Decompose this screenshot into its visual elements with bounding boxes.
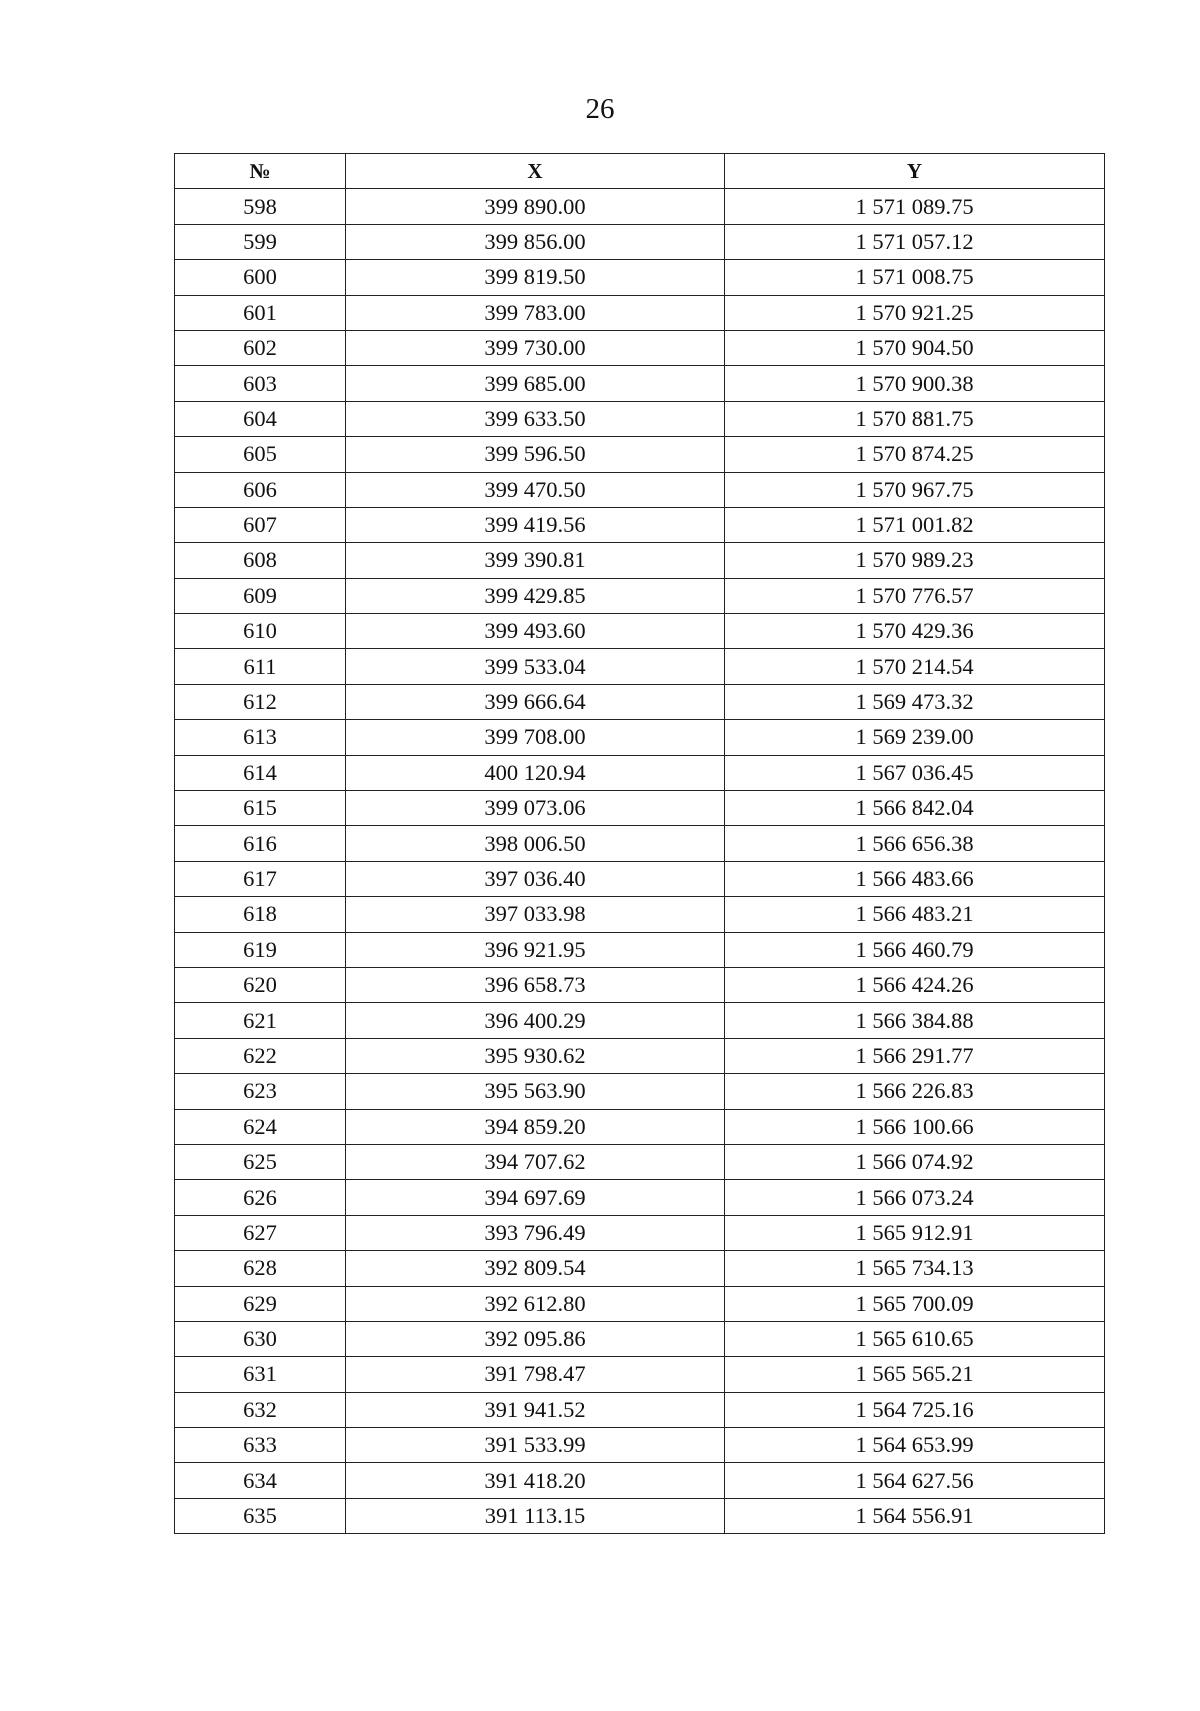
x-coordinate-cell: 399 596.50 [346, 437, 725, 472]
x-coordinate-cell: 399 493.60 [346, 614, 725, 649]
x-coordinate-cell: 394 697.69 [346, 1180, 725, 1215]
point-number-cell: 631 [175, 1357, 346, 1392]
point-number-cell: 630 [175, 1321, 346, 1356]
point-number-cell: 613 [175, 720, 346, 755]
y-coordinate-cell: 1 564 653.99 [725, 1428, 1105, 1463]
x-coordinate-cell: 399 890.00 [346, 189, 725, 224]
table-row [175, 472, 1105, 507]
point-number-cell: 623 [175, 1074, 346, 1109]
y-coordinate-cell: 1 570 904.50 [725, 330, 1105, 365]
point-number-cell: 605 [175, 437, 346, 472]
table-row [175, 791, 1105, 826]
y-coordinate-cell: 1 565 565.21 [725, 1357, 1105, 1392]
x-coordinate-cell: 399 819.50 [346, 260, 725, 295]
y-coordinate-cell: 1 570 967.75 [725, 472, 1105, 507]
y-coordinate-cell: 1 566 291.77 [725, 1038, 1105, 1073]
x-coordinate-cell: 392 809.54 [346, 1251, 725, 1286]
y-coordinate-cell: 1 571 008.75 [725, 260, 1105, 295]
y-coordinate-cell: 1 566 424.26 [725, 967, 1105, 1002]
x-coordinate-cell: 399 429.85 [346, 578, 725, 613]
point-number-cell: 629 [175, 1286, 346, 1321]
table-row [175, 720, 1105, 755]
x-coordinate-cell: 394 707.62 [346, 1144, 725, 1179]
table-row [175, 1286, 1105, 1321]
table-row [175, 1321, 1105, 1356]
point-number-cell: 601 [175, 295, 346, 330]
y-coordinate-cell: 1 571 001.82 [725, 507, 1105, 542]
y-coordinate-cell: 1 569 473.32 [725, 684, 1105, 719]
point-number-cell: 609 [175, 578, 346, 613]
x-coordinate-cell: 391 798.47 [346, 1357, 725, 1392]
x-coordinate-cell: 399 708.00 [346, 720, 725, 755]
x-coordinate-cell: 400 120.94 [346, 755, 725, 790]
x-coordinate-cell: 396 921.95 [346, 932, 725, 967]
column-header-y: Y [725, 154, 1105, 189]
y-coordinate-cell: 1 569 239.00 [725, 720, 1105, 755]
y-coordinate-cell: 1 570 776.57 [725, 578, 1105, 613]
x-coordinate-cell: 399 419.56 [346, 507, 725, 542]
table-row [175, 1074, 1105, 1109]
point-number-cell: 599 [175, 224, 346, 259]
x-coordinate-cell: 399 073.06 [346, 791, 725, 826]
y-coordinate-cell: 1 566 226.83 [725, 1074, 1105, 1109]
table-header-row [175, 154, 1105, 189]
table-row [175, 507, 1105, 542]
table-row [175, 649, 1105, 684]
x-coordinate-cell: 399 783.00 [346, 295, 725, 330]
point-number-cell: 620 [175, 967, 346, 1002]
column-header-number: № [175, 154, 346, 189]
point-number-cell: 608 [175, 543, 346, 578]
y-coordinate-cell: 1 570 874.25 [725, 437, 1105, 472]
point-number-cell: 614 [175, 755, 346, 790]
y-coordinate-cell: 1 571 089.75 [725, 189, 1105, 224]
table-row [175, 1463, 1105, 1498]
y-coordinate-cell: 1 571 057.12 [725, 224, 1105, 259]
table-row [175, 1180, 1105, 1215]
table-row [175, 861, 1105, 896]
point-number-cell: 611 [175, 649, 346, 684]
point-number-cell: 635 [175, 1498, 346, 1533]
y-coordinate-cell: 1 570 989.23 [725, 543, 1105, 578]
table-row [175, 614, 1105, 649]
x-coordinate-cell: 391 113.15 [346, 1498, 725, 1533]
x-coordinate-cell: 399 390.81 [346, 543, 725, 578]
point-number-cell: 602 [175, 330, 346, 365]
x-coordinate-cell: 395 563.90 [346, 1074, 725, 1109]
table-row [175, 224, 1105, 259]
point-number-cell: 615 [175, 791, 346, 826]
x-coordinate-cell: 394 859.20 [346, 1109, 725, 1144]
point-number-cell: 604 [175, 401, 346, 436]
y-coordinate-cell: 1 566 074.92 [725, 1144, 1105, 1179]
x-coordinate-cell: 393 796.49 [346, 1215, 725, 1250]
table-row [175, 1498, 1105, 1533]
y-coordinate-cell: 1 566 656.38 [725, 826, 1105, 861]
table-row [175, 189, 1105, 224]
y-coordinate-cell: 1 566 073.24 [725, 1180, 1105, 1215]
table-row [175, 543, 1105, 578]
x-coordinate-cell: 398 006.50 [346, 826, 725, 861]
y-coordinate-cell: 1 566 460.79 [725, 932, 1105, 967]
table-row [175, 437, 1105, 472]
y-coordinate-cell: 1 565 700.09 [725, 1286, 1105, 1321]
x-coordinate-cell: 392 612.80 [346, 1286, 725, 1321]
point-number-cell: 617 [175, 861, 346, 896]
coordinates-table [174, 153, 1105, 1534]
point-number-cell: 618 [175, 897, 346, 932]
table-row [175, 1003, 1105, 1038]
y-coordinate-cell: 1 566 483.21 [725, 897, 1105, 932]
y-coordinate-cell: 1 565 610.65 [725, 1321, 1105, 1356]
y-coordinate-cell: 1 566 483.66 [725, 861, 1105, 896]
y-coordinate-cell: 1 565 734.13 [725, 1251, 1105, 1286]
table-row [175, 1144, 1105, 1179]
point-number-cell: 616 [175, 826, 346, 861]
x-coordinate-cell: 396 400.29 [346, 1003, 725, 1038]
point-number-cell: 619 [175, 932, 346, 967]
point-number-cell: 626 [175, 1180, 346, 1215]
x-coordinate-cell: 397 033.98 [346, 897, 725, 932]
column-header-x: X [346, 154, 725, 189]
table-row [175, 932, 1105, 967]
x-coordinate-cell: 395 930.62 [346, 1038, 725, 1073]
table-body [175, 189, 1105, 1534]
x-coordinate-cell: 399 685.00 [346, 366, 725, 401]
y-coordinate-cell: 1 564 725.16 [725, 1392, 1105, 1427]
y-coordinate-cell: 1 570 214.54 [725, 649, 1105, 684]
point-number-cell: 603 [175, 366, 346, 401]
point-number-cell: 634 [175, 1463, 346, 1498]
table-row [175, 1251, 1105, 1286]
point-number-cell: 610 [175, 614, 346, 649]
table-row [175, 684, 1105, 719]
x-coordinate-cell: 397 036.40 [346, 861, 725, 896]
x-coordinate-cell: 399 666.64 [346, 684, 725, 719]
table-row [175, 330, 1105, 365]
x-coordinate-cell: 399 856.00 [346, 224, 725, 259]
x-coordinate-cell: 392 095.86 [346, 1321, 725, 1356]
table-row [175, 967, 1105, 1002]
point-number-cell: 621 [175, 1003, 346, 1038]
point-number-cell: 607 [175, 507, 346, 542]
table-row [175, 295, 1105, 330]
table-row [175, 1215, 1105, 1250]
point-number-cell: 633 [175, 1428, 346, 1463]
y-coordinate-cell: 1 564 556.91 [725, 1498, 1105, 1533]
table-row [175, 826, 1105, 861]
point-number-cell: 606 [175, 472, 346, 507]
x-coordinate-cell: 396 658.73 [346, 967, 725, 1002]
x-coordinate-cell: 399 470.50 [346, 472, 725, 507]
point-number-cell: 600 [175, 260, 346, 295]
table-row [175, 1038, 1105, 1073]
table-row [175, 897, 1105, 932]
x-coordinate-cell: 391 418.20 [346, 1463, 725, 1498]
point-number-cell: 628 [175, 1251, 346, 1286]
table-row [175, 366, 1105, 401]
table-row [175, 1428, 1105, 1463]
table-row [175, 578, 1105, 613]
table-row [175, 755, 1105, 790]
y-coordinate-cell: 1 565 912.91 [725, 1215, 1105, 1250]
point-number-cell: 622 [175, 1038, 346, 1073]
point-number-cell: 624 [175, 1109, 346, 1144]
table-row [175, 1109, 1105, 1144]
y-coordinate-cell: 1 566 100.66 [725, 1109, 1105, 1144]
point-number-cell: 625 [175, 1144, 346, 1179]
x-coordinate-cell: 399 533.04 [346, 649, 725, 684]
y-coordinate-cell: 1 570 429.36 [725, 614, 1105, 649]
x-coordinate-cell: 391 533.99 [346, 1428, 725, 1463]
y-coordinate-cell: 1 570 900.38 [725, 366, 1105, 401]
y-coordinate-cell: 1 566 384.88 [725, 1003, 1105, 1038]
y-coordinate-cell: 1 570 921.25 [725, 295, 1105, 330]
table-row [175, 260, 1105, 295]
table-row [175, 1392, 1105, 1427]
point-number-cell: 627 [175, 1215, 346, 1250]
table-row [175, 1357, 1105, 1392]
y-coordinate-cell: 1 570 881.75 [725, 401, 1105, 436]
point-number-cell: 598 [175, 189, 346, 224]
y-coordinate-cell: 1 567 036.45 [725, 755, 1105, 790]
x-coordinate-cell: 399 730.00 [346, 330, 725, 365]
x-coordinate-cell: 391 941.52 [346, 1392, 725, 1427]
y-coordinate-cell: 1 566 842.04 [725, 791, 1105, 826]
x-coordinate-cell: 399 633.50 [346, 401, 725, 436]
y-coordinate-cell: 1 564 627.56 [725, 1463, 1105, 1498]
page-number: 26 [585, 93, 615, 125]
point-number-cell: 612 [175, 684, 346, 719]
table-row [175, 401, 1105, 436]
point-number-cell: 632 [175, 1392, 346, 1427]
